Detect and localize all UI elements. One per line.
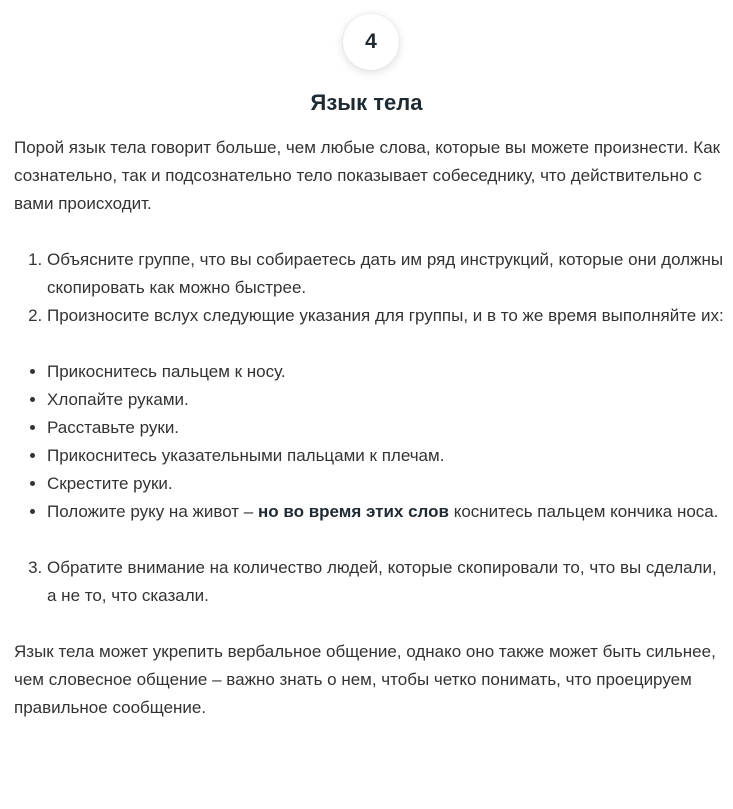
action-item: • Прикоснитесь пальцем к носу. bbox=[47, 358, 730, 386]
action-item: • Хлопайте руками. bbox=[47, 386, 730, 414]
actions-list bbox=[14, 358, 730, 526]
section-content bbox=[14, 134, 730, 722]
action-item-last bbox=[47, 498, 730, 526]
action-text-after: коснитесь пальцем кончика носа. bbox=[448, 502, 719, 521]
action-item: • Расставьте руки. bbox=[47, 414, 730, 442]
step-item-3: 3. Обратите внимание на количество людей, которые скопировали то, что вы сделали, а не то, что сказали. bbox=[47, 554, 730, 610]
action-item: • Прикоснитесь указательными пальцами к плечам. bbox=[47, 442, 730, 470]
intro-paragraph: Порой язык тела говорит больше, чем любые слова, которые вы можете произнести. Как сознательно, так и подсознательно тело показывает собеседнику, что действительно с вами происходит. bbox=[14, 138, 721, 213]
step-number-badge: 4 bbox=[343, 14, 399, 70]
step-item-2: 2. Произносите вслух следующие указания для группы, и в то же время выполняйте их: bbox=[47, 302, 730, 330]
step-item-1: 1. Объясните группе, что вы собираетесь дать им ряд инструкций, которые они должны скопировать как можно быстрее. bbox=[47, 246, 730, 302]
steps-list bbox=[14, 246, 730, 330]
section-title: Язык тела bbox=[310, 90, 423, 115]
conclusion-paragraph: Язык тела может укрепить вербальное общение, однако оно также может быть сильнее, чем словесное общение – важно знать о нем, чтобы четко понимать, что проецируем правильное сообщение. bbox=[14, 642, 716, 717]
steps-list-continued bbox=[14, 554, 730, 610]
action-text-before: Положите руку на живот – bbox=[47, 502, 258, 521]
action-item: • Скрестите руки. bbox=[47, 470, 730, 498]
action-bold-text: но во время этих слов bbox=[257, 502, 449, 521]
